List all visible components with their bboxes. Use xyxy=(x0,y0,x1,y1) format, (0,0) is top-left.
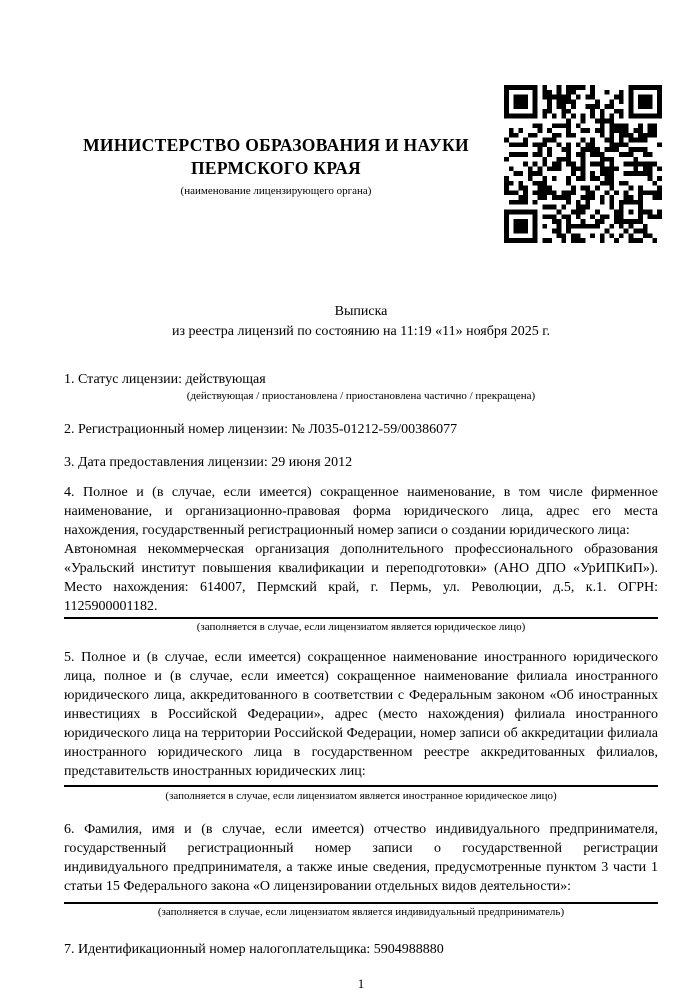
item-6-entrepreneur-label: 6. Фамилия, имя и (в случае, если имеется) отчество индивидуального предпринимателя, государственный регистрационный номер записи о государственной регистрации индивидуального предпринимателя, а также иные сведения, предусмотренные пунктом 3 части 1 статьи 15 Федерального закона «О лицензировании отдельных видов деятельности»: xyxy=(64,822,658,894)
item-5-foreign-entity-label: 5. Полное и (в случае, если имеется) сокращенное наименование иностранного юридического лица, полное и (в случае, если имеется) сокращенное наименование филиала иностранного юридического лица, аккредитованного в соответствии с Федеральным законом «Об иностранных инвестициях в Российской Федерации», адрес (место нахождения) филиала иностранного юридического лица на территории Российской Федерации, номер записи об аккредитации филиала иностранного юридического лица в государственном реестре аккредитованных филиалов, представительств иностранных юридических лиц: xyxy=(64,650,658,779)
document-title-line2: из реестра лицензий по состоянию на 11:19 «11» ноября 2025 г. xyxy=(172,324,550,339)
item-4-legal-entity-value: Автономная некоммерческая организация дополнительного профессионального образования «Уральский институт повышения квалификации и переподготовки» (АНО ДПО «УрИПКиП»). Место нахождения: 614007, Пермский край, г. Пермь, ул. Революции, д.5, к.1. ОГРН: 1125900001182. xyxy=(64,542,658,614)
authority-name-caption: (наименование лицензирующего органа) xyxy=(180,185,372,197)
document-title xyxy=(64,0,658,342)
item-4-caption: (заполняется в случае, если лицензиатом является юридическое лицо) xyxy=(196,621,526,633)
item-5-caption: (заполняется в случае, если лицензиатом является иностранное юридическое лицо) xyxy=(165,790,557,802)
item-1-caption: (действующая / приостановлена / приостановлена частично / прекращена) xyxy=(186,390,536,402)
item-3-grant-date: 3. Дата предоставления лицензии: 29 июня 2012 xyxy=(64,455,353,470)
item-4-fill-line xyxy=(64,617,658,619)
item-4-legal-entity-label: 4. Полное и (в случае, если имеется) сокращенное наименование, в том числе фирменное наименование, и организационно-правовая форма юридического лица, адрес его места нахождения, государственный регистрационный номер записи о создании юридического лица: xyxy=(64,485,658,538)
item-5-fill-line xyxy=(64,785,658,787)
document-title-line1: Выписка xyxy=(334,304,388,319)
item-2-registration-number: 2. Регистрационный номер лицензии: № Л035-01212-59/00386077 xyxy=(64,422,458,437)
page-number: 1 xyxy=(357,976,365,989)
item-6-fill-line xyxy=(64,902,658,904)
item-7-taxpayer-number: 7. Идентификационный номер налогоплательщика: 5904988880 xyxy=(64,942,444,957)
document-body xyxy=(64,0,658,989)
authority-name-line2: ПЕРМСКОГО КРАЯ xyxy=(191,158,361,178)
item-1-license-status: 1. Статус лицензии: действующая xyxy=(64,372,266,387)
item-6-caption: (заполняется в случае, если лицензиатом является индивидуальный предприниматель) xyxy=(157,906,565,918)
authority-name-line1: МИНИСТЕРСТВО ОБРАЗОВАНИЯ И НАУКИ xyxy=(83,135,469,155)
